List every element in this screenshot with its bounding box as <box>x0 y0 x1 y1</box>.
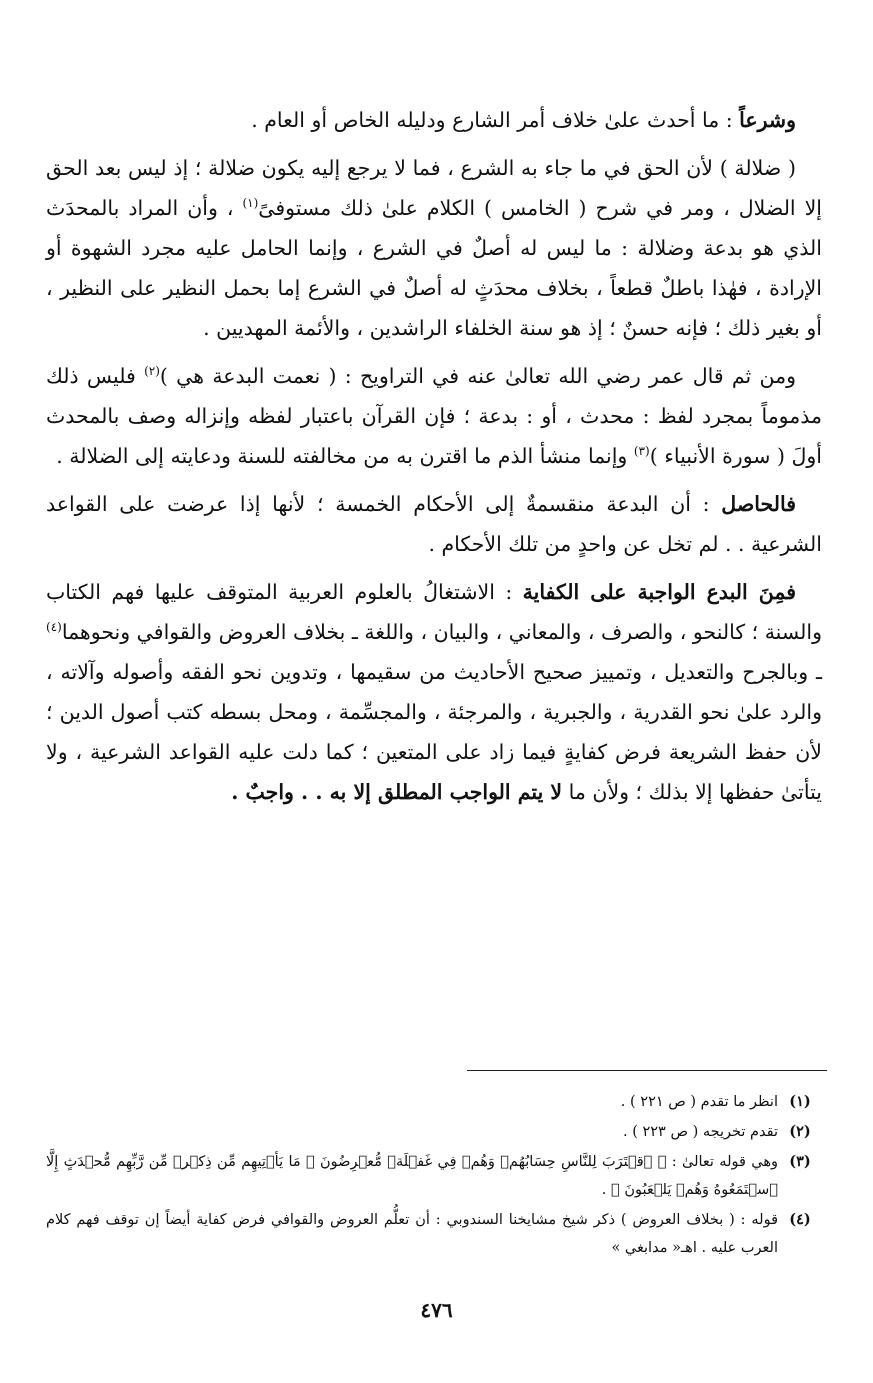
footnote-text: قوله : ( بخلاف العروض ) ذكر شيخ مشايخنا السندوبي : أن تعلُّم العروض والقوافي فرض كفاية أيضاً إن توقف فهم كلام العرب عليه . اهـ« مدابغي » <box>46 1212 778 1256</box>
footnote-divider <box>467 1070 827 1071</box>
paragraph-text: ( ضلالة ) لأن الحق في ما جاء به الشرع ، فما لا يرجع إليه يكون ضلالة ؛ إذ ليس بعد الحق إلا الضلال ، ومر في شرح ( الخامس ) الكلام علىٰ ذلك مستوفىً <box>46 156 822 220</box>
footnote-text <box>46 1148 778 1204</box>
footnote-number: (٣) <box>789 1153 811 1170</box>
page-number: ٤٧٦ <box>420 1298 453 1322</box>
paragraph-3 <box>46 356 822 476</box>
paragraph-1 <box>46 100 822 140</box>
footnote-number: (٤) <box>789 1211 811 1228</box>
paragraph-text: فليس ذلك مذموماً بمجرد لفظ : محدث ، أو : بدعة ؛ فإن القرآن باعتبار لفظه وإنزاله وصف بالمحدث أولَ ( سورة الأنبياء ) <box>46 364 822 468</box>
footnote-1 <box>46 1088 822 1116</box>
paragraph-text: وإنما منشأ الذم ما اقترن به من مخالفته للسنة ودعايته إلى الضلالة . <box>56 444 634 468</box>
paragraph-4 <box>46 484 822 564</box>
quran-verse: ﴿ ٱقۡتَرَبَ لِلنَّاسِ حِسَابُهُمۡ وَهُمۡ فِي غَفۡلَةٖ مُّعۡرِضُونَ ۞ مَا يَأۡتِيهِم مِّن ذِكۡرٖ مِّن رَّبِّهِم مُّحۡدَثٍ إِلَّا ٱسۡتَمَعُوهُ وَهُمۡ يَلۡعَبُونَ ﴾ <box>46 1154 778 1198</box>
footnote-ref-1[interactable]: (١) <box>242 196 259 211</box>
paragraph-bold-tail: لا يتم الواجب المطلق إلا به . . واجبٌ . <box>231 780 563 804</box>
paragraph-text: ومن ثم قال عمر رضي الله تعالىٰ عنه في التراويح : ( نعمت البدعة هي ) <box>159 364 796 388</box>
footnote-ref-2[interactable]: (٢) <box>144 364 160 379</box>
paragraph-5 <box>46 572 822 812</box>
footnote-3 <box>46 1148 822 1204</box>
page-body <box>46 100 822 820</box>
footnote-text: تقدم تخريجه ( ص ٢٢٣ ) . <box>622 1124 778 1140</box>
footnote-text: انظر ما تقدم ( ص ٢٢١ ) . <box>620 1094 778 1110</box>
footnote-ref-3[interactable]: (٣) <box>633 444 650 459</box>
paragraph-2 <box>46 148 822 348</box>
paragraph-lead: فمِنَ البدع الواجبة على الكفاية <box>522 580 796 604</box>
footnote-2 <box>46 1118 822 1146</box>
footnote-number: (١) <box>789 1093 811 1110</box>
paragraph-lead: فالحاصل <box>721 492 796 516</box>
paragraph-text: : أن البدعة منقسمةٌ إلى الأحكام الخمسة ؛ لأنها إذا عرضت على القواعد الشرعية . . لم تخل عن واحدٍ من تلك الأحكام . <box>46 492 822 556</box>
paragraph-text: ، وأن المراد بالمحدَث الذي هو بدعة وضلالة : ما ليس له أصلٌ في الشرع ، وإنما الحامل عليه مجرد الشهوة أو الإرادة ، فهٰذا باطلٌ قطعاً ، بخلاف محدَثٍ له أصلٌ في الشرع إما بحمل النظير على النظير ، أو بغير ذلك ؛ فإنه حسنٌ ؛ إذ هو سنة الخلفاء الراشدين ، والأئمة المهديين . <box>46 196 822 340</box>
paragraph-text: : الاشتغالُ بالعلوم العربية المتوقف عليها فهم الكتاب والسنة ؛ كالنحو ، والصرف ، والمعاني ، والبيان ، واللغة ـ بخلاف العروض والقوافي ونحوهما <box>46 580 822 644</box>
footnote-ref-4[interactable]: (٤) <box>46 620 62 635</box>
footnote-text-after: . <box>601 1182 612 1198</box>
footnote-text-before: وهي قوله تعالىٰ : <box>666 1154 779 1170</box>
footnote-number: (٢) <box>789 1123 811 1140</box>
paragraph-lead: وشرعاً <box>739 108 796 132</box>
paragraph-text: ـ وبالجرح والتعديل ، وتمييز صحيح الأحاديث من سقيمها ، وتدوين نحو الفقه وأصوله وآلاته ، والرد علىٰ نحو القدرية ، والجبرية ، والمرجئة ، والمجسِّمة ، ومحل بسطه كتب أصول الدين ؛ لأن حفظ الشريعة فرض كفايةٍ فيما زاد على المتعين ؛ كما دلت عليه القواعد الشرعية ، ولا يتأتىٰ حفظها إلا بذلك ؛ ولأن ما <box>46 660 822 804</box>
paragraph-text: : ما أحدث علىٰ خلاف أمر الشارع ودليله الخاص أو العام . <box>251 108 740 132</box>
footnote-4 <box>46 1206 822 1262</box>
footnotes <box>46 1088 822 1264</box>
